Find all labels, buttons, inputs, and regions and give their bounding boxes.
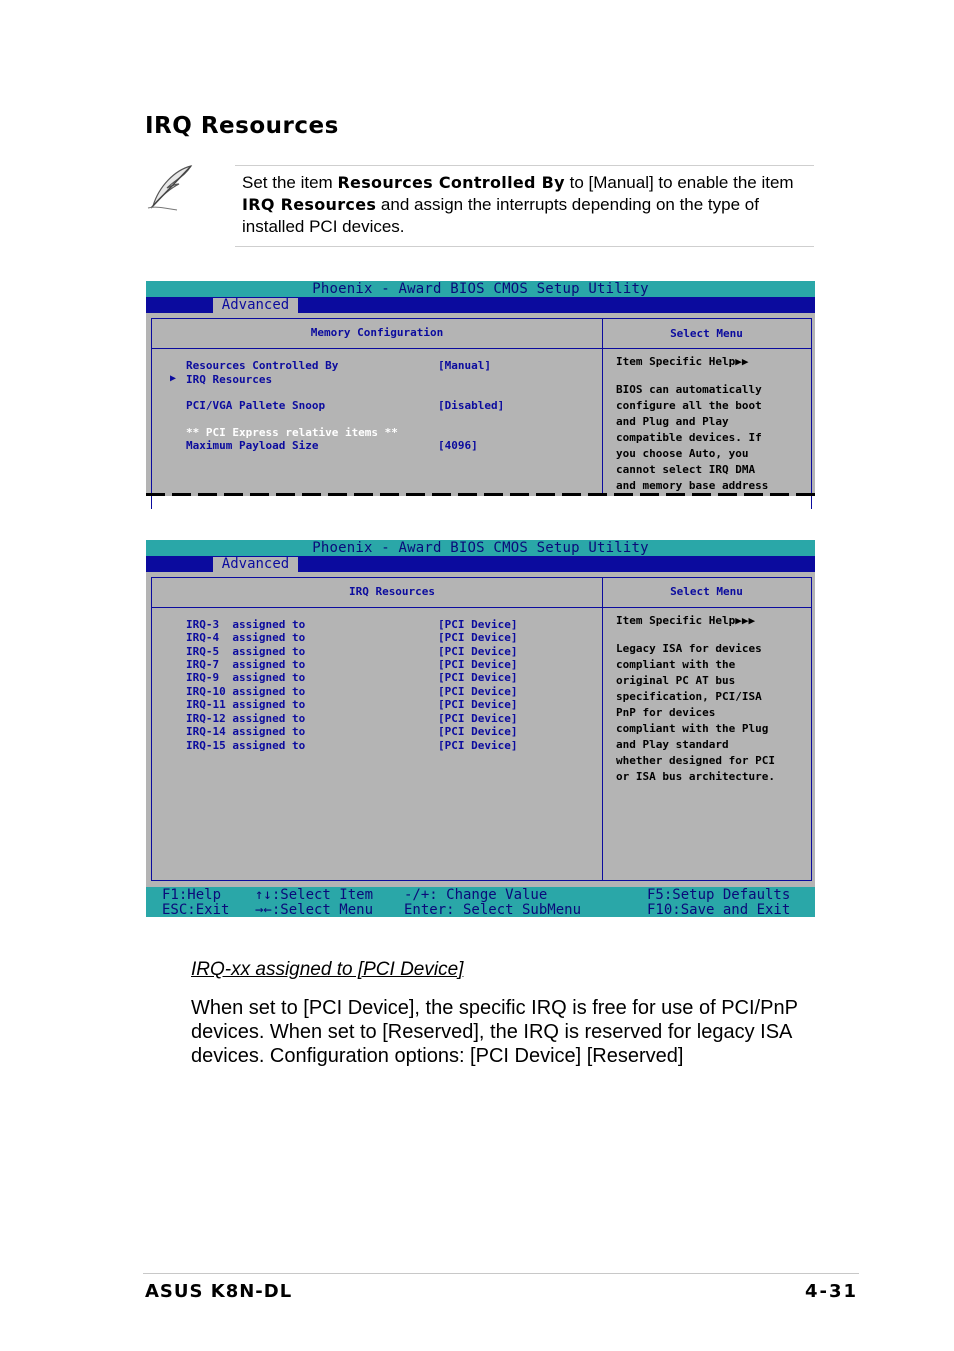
- value-irq-4[interactable]: [PCI Device]: [438, 631, 518, 644]
- value-irq-12[interactable]: [PCI Device]: [438, 712, 518, 725]
- item-pci-vga-pallete-snoop[interactable]: PCI/VGA Pallete Snoop: [186, 399, 326, 412]
- help-line: compliant with the: [616, 658, 736, 671]
- help-line: and Play standard: [616, 738, 729, 751]
- divider: [151, 607, 811, 608]
- bios-key-legend: [146, 887, 815, 917]
- help-line: Legacy ISA for devices: [616, 642, 762, 655]
- field-title: IRQ-xx assigned to [PCI Device]: [191, 959, 464, 980]
- help-line: or ISA bus architecture.: [616, 770, 775, 783]
- value-irq-10[interactable]: [PCI Device]: [438, 685, 518, 698]
- cut-edge: [146, 493, 815, 496]
- key-save-and-exit[interactable]: F10:Save and Exit: [647, 902, 791, 918]
- item-irq-5[interactable]: IRQ-5 assigned to: [186, 645, 306, 658]
- value-irq-7[interactable]: [PCI Device]: [438, 658, 518, 671]
- bios-title-bar: Phoenix - Award BIOS CMOS Setup Utility: [146, 540, 815, 556]
- value-pci-vga-pallete-snoop[interactable]: [Disabled]: [438, 399, 505, 412]
- bios-title-bar: Phoenix - Award BIOS CMOS Setup Utility: [146, 281, 815, 297]
- value-maximum-payload-size[interactable]: [4096]: [438, 439, 478, 452]
- help-header: Select Menu: [670, 585, 743, 598]
- divider: [602, 577, 603, 880]
- help-line: compliant with the Plug: [616, 722, 769, 735]
- value-irq-15[interactable]: [PCI Device]: [438, 739, 518, 752]
- help-line: and Plug and Play: [616, 415, 729, 428]
- item-irq-7[interactable]: IRQ-7 assigned to: [186, 658, 306, 671]
- keyword-resources-controlled-by: Resources Controlled By: [337, 173, 565, 192]
- help-line: original PC AT bus: [616, 674, 736, 687]
- pci-express-group-label: ** PCI Express relative items **: [186, 426, 398, 439]
- item-resources-controlled-by[interactable]: Resources Controlled By: [186, 359, 339, 372]
- submenu-arrow-icon: ▶: [170, 373, 177, 384]
- value-irq-3[interactable]: [PCI Device]: [438, 618, 518, 631]
- value-irq-9[interactable]: [PCI Device]: [438, 671, 518, 684]
- help-line: compatible devices. If: [616, 431, 762, 444]
- key-exit[interactable]: ESC:Exit: [162, 902, 230, 918]
- key-setup-defaults[interactable]: F5:Setup Defaults: [647, 887, 791, 903]
- help-header: Select Menu: [670, 327, 743, 340]
- key-select-menu[interactable]: →←:Select Menu: [255, 902, 374, 918]
- item-irq-3[interactable]: IRQ-3 assigned to: [186, 618, 306, 631]
- item-maximum-payload-size[interactable]: Maximum Payload Size: [186, 439, 319, 452]
- item-irq-12[interactable]: IRQ-12 assigned to: [186, 712, 306, 725]
- help-line: whether designed for PCI: [616, 754, 775, 767]
- help-line: cannot select IRQ DMA: [616, 463, 756, 476]
- item-irq-9[interactable]: IRQ-9 assigned to: [186, 671, 306, 684]
- note-text: Set the item Resources Controlled By to [Manual] to enable the item IRQ Resources and assign the interrupts depending on the type of installed PCI devices.: [242, 173, 794, 236]
- item-irq-10[interactable]: IRQ-10 assigned to: [186, 685, 306, 698]
- field-description: When set to [PCI Device], the specific IRQ is free for use of PCI/PnP devices. When set to [Reserved], the IRQ is reserved for legacy ISA devices. Configuration options: [PCI Device] [Reserved]: [191, 997, 798, 1067]
- tab-advanced[interactable]: Advanced: [213, 557, 298, 572]
- item-irq-15[interactable]: IRQ-15 assigned to: [186, 739, 306, 752]
- key-change-value[interactable]: -/+: Change Value: [404, 887, 548, 903]
- help-line: and memory base address: [616, 479, 769, 492]
- panel-header: Memory Configuration: [310, 326, 444, 339]
- help-line: PnP for devices: [616, 706, 716, 719]
- help-title: Item Specific Help▶▶: [616, 355, 749, 368]
- footer-divider: [143, 1273, 859, 1274]
- item-irq-14[interactable]: IRQ-14 assigned to: [186, 725, 306, 738]
- help-line: you choose Auto, you: [616, 447, 749, 460]
- help-title: Item Specific Help▶▶▶: [616, 614, 756, 627]
- help-line: specification, PCI/ISA: [616, 690, 762, 703]
- divider: [151, 348, 811, 349]
- panel-header: IRQ Resources: [348, 585, 436, 598]
- double-arrow-icon: ▶▶: [735, 355, 749, 368]
- footer-product-name: ASUS K8N-DL: [145, 1281, 293, 1302]
- value-resources-controlled-by[interactable]: [Manual]: [438, 359, 491, 372]
- help-line: configure all the boot: [616, 399, 762, 412]
- item-irq-resources[interactable]: IRQ Resources: [186, 373, 273, 386]
- keyword-irq-resources: IRQ Resources: [242, 195, 377, 214]
- footer-page-number: 4-31: [804, 1281, 858, 1302]
- feather-pen-icon: [145, 162, 195, 214]
- triple-arrow-icon: ▶▶▶: [735, 614, 756, 627]
- key-help[interactable]: F1:Help: [162, 887, 222, 903]
- key-select-item[interactable]: ↑↓:Select Item: [255, 887, 374, 903]
- divider: [602, 318, 603, 496]
- value-irq-5[interactable]: [PCI Device]: [438, 645, 518, 658]
- value-irq-11[interactable]: [PCI Device]: [438, 698, 518, 711]
- bios-menu-bar: [146, 297, 815, 313]
- tab-advanced[interactable]: Advanced: [213, 298, 298, 313]
- section-title: IRQ Resources: [145, 113, 339, 139]
- bios-screen-memory-configuration: [146, 281, 815, 496]
- item-irq-11[interactable]: IRQ-11 assigned to: [186, 698, 306, 711]
- bios-menu-bar: [146, 556, 815, 572]
- value-irq-14[interactable]: [PCI Device]: [438, 725, 518, 738]
- bios-screen-irq-resources: [146, 540, 815, 917]
- key-select-submenu[interactable]: Enter: Select SubMenu: [404, 902, 582, 918]
- item-irq-4[interactable]: IRQ-4 assigned to: [186, 631, 306, 644]
- help-line: BIOS can automatically: [616, 383, 762, 396]
